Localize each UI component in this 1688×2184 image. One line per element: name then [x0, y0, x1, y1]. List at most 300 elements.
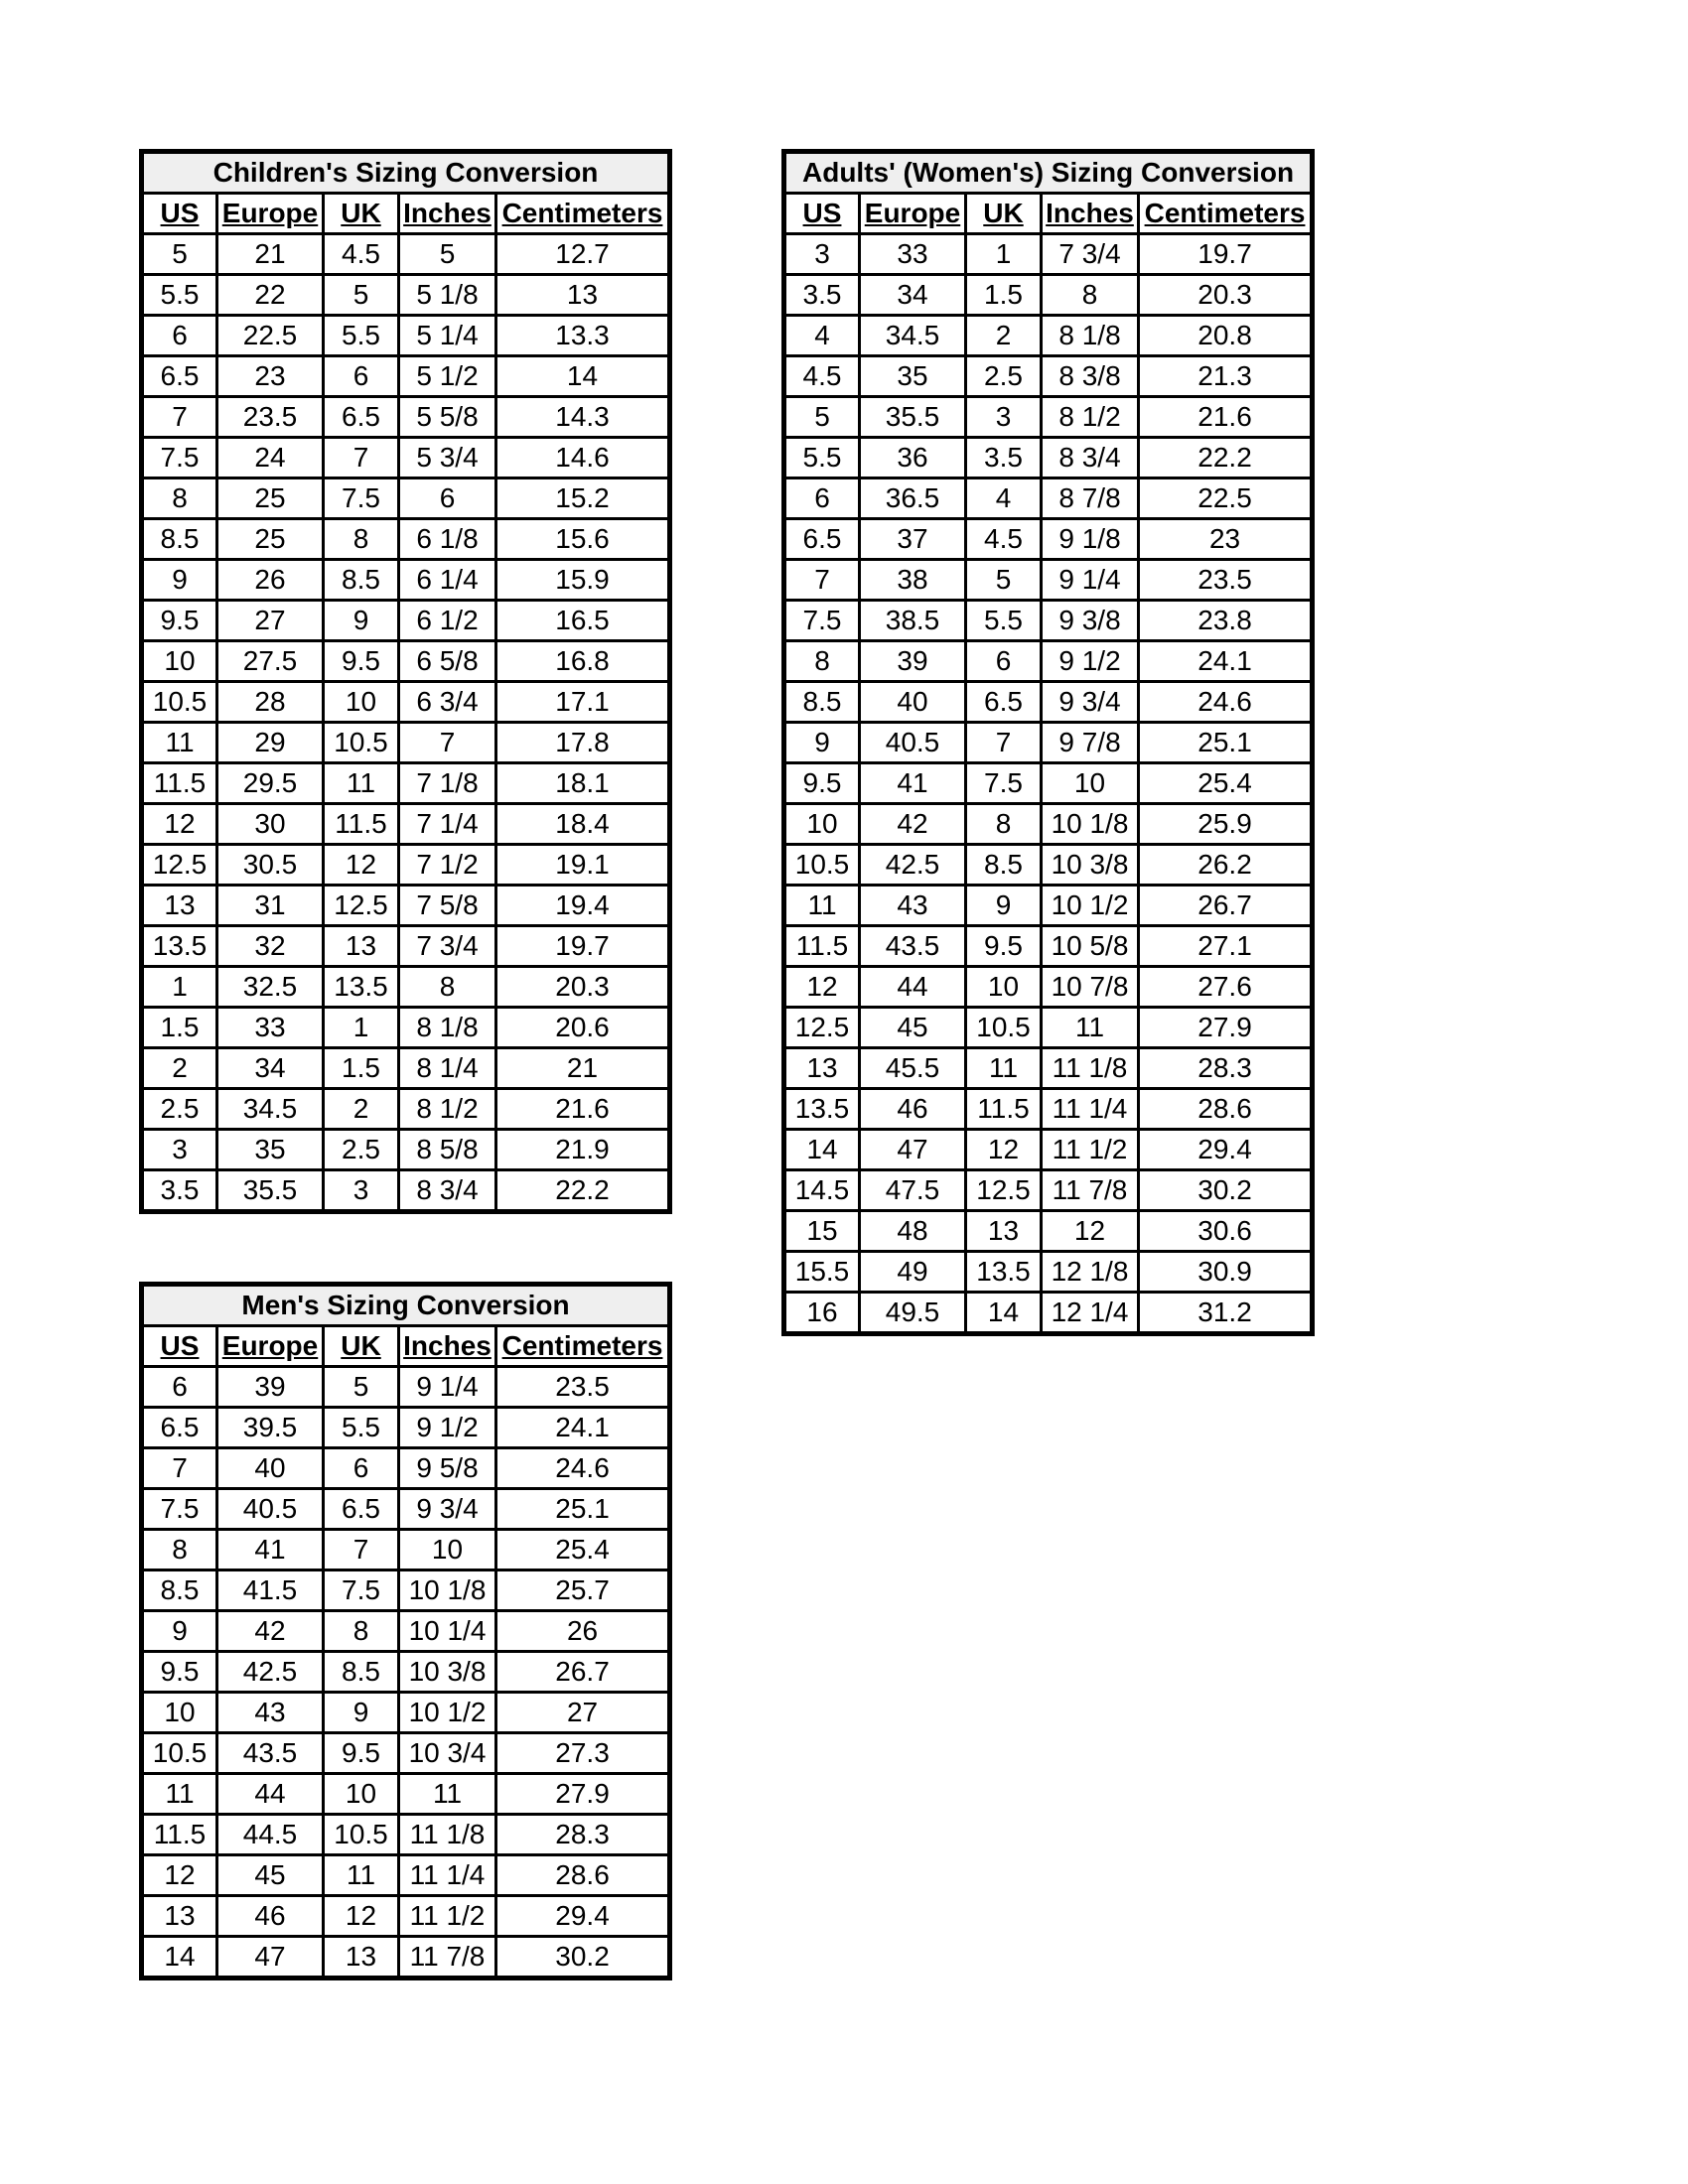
- women-sizing-table: [781, 149, 1315, 1336]
- cell-centimeters: 24.6: [1139, 682, 1313, 723]
- cell-europe: 29: [217, 723, 324, 763]
- cell-europe: 45: [860, 1008, 966, 1048]
- cell-inches: 8 7/8: [1042, 478, 1139, 519]
- cell-centimeters: 22.5: [1139, 478, 1313, 519]
- cell-inches: 5 5/8: [399, 397, 496, 438]
- cell-us: 6: [784, 478, 860, 519]
- table-row: [784, 1089, 1313, 1130]
- cell-us: 7.5: [784, 601, 860, 641]
- cell-inches: 7 5/8: [399, 886, 496, 926]
- cell-uk: 8: [324, 519, 399, 560]
- cell-inches: 8: [1042, 275, 1139, 316]
- cell-us: 11.5: [142, 763, 217, 804]
- cell-europe: 34.5: [860, 316, 966, 356]
- column-header-europe: Europe: [217, 1326, 324, 1367]
- cell-europe: 24: [217, 438, 324, 478]
- column-header-us: US: [784, 194, 860, 234]
- cell-us: 2.5: [142, 1089, 217, 1130]
- table-row: [784, 845, 1313, 886]
- cell-uk: 6: [324, 1448, 399, 1489]
- cell-us: 11.5: [142, 1815, 217, 1855]
- cell-uk: 13.5: [966, 1252, 1042, 1293]
- table-row: [784, 234, 1313, 275]
- table-row: [142, 1611, 670, 1652]
- table-row: [784, 519, 1313, 560]
- cell-centimeters: 25.1: [1139, 723, 1313, 763]
- cell-inches: 6 1/4: [399, 560, 496, 601]
- cell-inches: 11 1/4: [399, 1855, 496, 1896]
- cell-inches: 9 1/2: [1042, 641, 1139, 682]
- cell-us: 3.5: [142, 1170, 217, 1212]
- cell-europe: 27: [217, 601, 324, 641]
- children-sizing-table: [139, 149, 672, 1214]
- cell-uk: 6.5: [324, 397, 399, 438]
- cell-europe: 42: [217, 1611, 324, 1652]
- cell-europe: 43: [860, 886, 966, 926]
- cell-centimeters: 16.5: [496, 601, 670, 641]
- cell-centimeters: 14.6: [496, 438, 670, 478]
- cell-europe: 42.5: [217, 1652, 324, 1693]
- cell-inches: 5 1/2: [399, 356, 496, 397]
- cell-centimeters: 15.6: [496, 519, 670, 560]
- cell-centimeters: 28.3: [1139, 1048, 1313, 1089]
- cell-us: 4: [784, 316, 860, 356]
- table-row: [142, 1530, 670, 1570]
- cell-europe: 48: [860, 1211, 966, 1252]
- cell-uk: 6: [966, 641, 1042, 682]
- cell-europe: 35: [217, 1130, 324, 1170]
- table-row: [142, 1774, 670, 1815]
- cell-inches: 6 1/2: [399, 601, 496, 641]
- cell-uk: 1.5: [324, 1048, 399, 1089]
- column-header-inches: Inches: [399, 1326, 496, 1367]
- cell-centimeters: 21: [496, 1048, 670, 1089]
- table-header-row: [142, 194, 670, 234]
- cell-uk: 4.5: [966, 519, 1042, 560]
- cell-centimeters: 26.2: [1139, 845, 1313, 886]
- cell-europe: 25: [217, 478, 324, 519]
- cell-europe: 35.5: [217, 1170, 324, 1212]
- cell-centimeters: 14.3: [496, 397, 670, 438]
- cell-centimeters: 17.8: [496, 723, 670, 763]
- cell-us: 8.5: [784, 682, 860, 723]
- cell-us: 12.5: [784, 1008, 860, 1048]
- children-table-title: Children's Sizing Conversion: [142, 152, 670, 194]
- cell-us: 7.5: [142, 438, 217, 478]
- cell-europe: 47: [217, 1937, 324, 1979]
- cell-us: 3.5: [784, 275, 860, 316]
- cell-us: 7: [784, 560, 860, 601]
- cell-us: 4.5: [784, 356, 860, 397]
- cell-uk: 13: [324, 1937, 399, 1979]
- cell-us: 14: [142, 1937, 217, 1979]
- cell-uk: 10: [966, 967, 1042, 1008]
- cell-inches: 10 1/8: [399, 1570, 496, 1611]
- cell-us: 7: [142, 1448, 217, 1489]
- cell-inches: 8 1/2: [1042, 397, 1139, 438]
- table-row: [784, 641, 1313, 682]
- cell-inches: 7 1/8: [399, 763, 496, 804]
- cell-europe: 23: [217, 356, 324, 397]
- cell-uk: 9: [966, 886, 1042, 926]
- table-row: [142, 682, 670, 723]
- cell-inches: 6 5/8: [399, 641, 496, 682]
- table-row: [784, 763, 1313, 804]
- cell-centimeters: 30.2: [496, 1937, 670, 1979]
- table-row: [784, 601, 1313, 641]
- cell-centimeters: 25.4: [496, 1530, 670, 1570]
- cell-inches: 9 3/8: [1042, 601, 1139, 641]
- cell-europe: 37: [860, 519, 966, 560]
- table-row: [784, 560, 1313, 601]
- cell-centimeters: 17.1: [496, 682, 670, 723]
- cell-uk: 10.5: [966, 1008, 1042, 1048]
- cell-inches: 5 1/8: [399, 275, 496, 316]
- cell-us: 11: [142, 723, 217, 763]
- cell-uk: 6.5: [966, 682, 1042, 723]
- cell-us: 6.5: [142, 356, 217, 397]
- cell-uk: 5: [324, 1367, 399, 1408]
- cell-us: 3: [784, 234, 860, 275]
- cell-us: 13: [142, 886, 217, 926]
- cell-europe: 34: [860, 275, 966, 316]
- cell-us: 10: [142, 641, 217, 682]
- cell-europe: 34.5: [217, 1089, 324, 1130]
- cell-europe: 32.5: [217, 967, 324, 1008]
- table-row: [142, 356, 670, 397]
- cell-centimeters: 30.2: [1139, 1170, 1313, 1211]
- cell-centimeters: 28.6: [496, 1855, 670, 1896]
- cell-uk: 12: [324, 1896, 399, 1937]
- table-row: [142, 886, 670, 926]
- cell-us: 11: [784, 886, 860, 926]
- cell-inches: 8 3/8: [1042, 356, 1139, 397]
- table-row: [142, 1693, 670, 1733]
- cell-inches: 11: [1042, 1008, 1139, 1048]
- cell-europe: 38.5: [860, 601, 966, 641]
- table-row: [784, 1170, 1313, 1211]
- cell-us: 10.5: [142, 682, 217, 723]
- cell-us: 13: [784, 1048, 860, 1089]
- cell-us: 2: [142, 1048, 217, 1089]
- cell-us: 12.5: [142, 845, 217, 886]
- cell-us: 15.5: [784, 1252, 860, 1293]
- cell-centimeters: 28.3: [496, 1815, 670, 1855]
- table-row: [142, 560, 670, 601]
- cell-inches: 11 7/8: [1042, 1170, 1139, 1211]
- cell-europe: 45: [217, 1855, 324, 1896]
- cell-europe: 22.5: [217, 316, 324, 356]
- cell-centimeters: 29.4: [496, 1896, 670, 1937]
- table-row: [142, 1570, 670, 1611]
- table-row: [142, 1048, 670, 1089]
- cell-uk: 10: [324, 682, 399, 723]
- cell-inches: 10 1/4: [399, 1611, 496, 1652]
- table-row: [142, 1489, 670, 1530]
- cell-europe: 30.5: [217, 845, 324, 886]
- table-row: [784, 1293, 1313, 1334]
- cell-centimeters: 25.9: [1139, 804, 1313, 845]
- cell-inches: 8 5/8: [399, 1130, 496, 1170]
- cell-uk: 8: [966, 804, 1042, 845]
- cell-centimeters: 26.7: [496, 1652, 670, 1693]
- column-header-uk: UK: [324, 194, 399, 234]
- cell-inches: 5: [399, 234, 496, 275]
- cell-uk: 12: [966, 1130, 1042, 1170]
- cell-centimeters: 21.3: [1139, 356, 1313, 397]
- cell-us: 6.5: [784, 519, 860, 560]
- table-row: [142, 1896, 670, 1937]
- cell-inches: 8 1/8: [1042, 316, 1139, 356]
- cell-centimeters: 26.7: [1139, 886, 1313, 926]
- cell-inches: 7 3/4: [399, 926, 496, 967]
- cell-uk: 7.5: [324, 1570, 399, 1611]
- table-row: [142, 519, 670, 560]
- cell-centimeters: 19.1: [496, 845, 670, 886]
- cell-europe: 25: [217, 519, 324, 560]
- cell-europe: 49: [860, 1252, 966, 1293]
- cell-centimeters: 23: [1139, 519, 1313, 560]
- table-row: [784, 926, 1313, 967]
- cell-us: 9: [784, 723, 860, 763]
- table-row: [142, 723, 670, 763]
- cell-uk: 11.5: [324, 804, 399, 845]
- cell-uk: 11: [966, 1048, 1042, 1089]
- table-title-row: [142, 152, 670, 194]
- column-header-us: US: [142, 194, 217, 234]
- cell-europe: 26: [217, 560, 324, 601]
- cell-centimeters: 27.9: [1139, 1008, 1313, 1048]
- column-header-centimeters: Centimeters: [1139, 194, 1313, 234]
- cell-centimeters: 25.7: [496, 1570, 670, 1611]
- cell-centimeters: 21.9: [496, 1130, 670, 1170]
- cell-centimeters: 26: [496, 1611, 670, 1652]
- table-row: [142, 1408, 670, 1448]
- cell-inches: 10 3/8: [399, 1652, 496, 1693]
- cell-inches: 8 1/8: [399, 1008, 496, 1048]
- table-row: [142, 926, 670, 967]
- women-table-title: Adults' (Women's) Sizing Conversion: [784, 152, 1313, 194]
- table-row: [142, 438, 670, 478]
- cell-inches: 8 3/4: [399, 1170, 496, 1212]
- cell-europe: 44: [217, 1774, 324, 1815]
- cell-us: 1: [142, 967, 217, 1008]
- cell-europe: 39: [217, 1367, 324, 1408]
- cell-us: 5.5: [784, 438, 860, 478]
- cell-uk: 13.5: [324, 967, 399, 1008]
- table-row: [784, 886, 1313, 926]
- cell-europe: 22: [217, 275, 324, 316]
- cell-uk: 11: [324, 1855, 399, 1896]
- cell-centimeters: 31.2: [1139, 1293, 1313, 1334]
- cell-inches: 8: [399, 967, 496, 1008]
- cell-centimeters: 24.6: [496, 1448, 670, 1489]
- cell-centimeters: 28.6: [1139, 1089, 1313, 1130]
- cell-europe: 33: [860, 234, 966, 275]
- cell-centimeters: 27.9: [496, 1774, 670, 1815]
- table-row: [142, 1008, 670, 1048]
- cell-centimeters: 19.7: [496, 926, 670, 967]
- cell-us: 9.5: [142, 601, 217, 641]
- cell-uk: 6: [324, 356, 399, 397]
- cell-europe: 47: [860, 1130, 966, 1170]
- cell-europe: 46: [860, 1089, 966, 1130]
- table-row: [784, 316, 1313, 356]
- cell-inches: 7 1/4: [399, 804, 496, 845]
- table-title-row: [784, 152, 1313, 194]
- cell-uk: 3: [966, 397, 1042, 438]
- cell-us: 10.5: [142, 1733, 217, 1774]
- cell-inches: 10 7/8: [1042, 967, 1139, 1008]
- cell-inches: 5 3/4: [399, 438, 496, 478]
- cell-us: 10: [784, 804, 860, 845]
- cell-uk: 4: [966, 478, 1042, 519]
- cell-us: 9: [142, 1611, 217, 1652]
- table-row: [142, 316, 670, 356]
- cell-uk: 9: [324, 1693, 399, 1733]
- table-row: [142, 845, 670, 886]
- table-row: [784, 967, 1313, 1008]
- cell-us: 6.5: [142, 1408, 217, 1448]
- cell-europe: 34: [217, 1048, 324, 1089]
- cell-inches: 10 5/8: [1042, 926, 1139, 967]
- table-row: [142, 1089, 670, 1130]
- cell-centimeters: 25.1: [496, 1489, 670, 1530]
- cell-us: 13.5: [784, 1089, 860, 1130]
- cell-inches: 10 3/4: [399, 1733, 496, 1774]
- cell-uk: 8: [324, 1611, 399, 1652]
- cell-inches: 11 1/8: [1042, 1048, 1139, 1089]
- men-sizing-table: [139, 1282, 672, 1980]
- cell-inches: 9 1/4: [1042, 560, 1139, 601]
- cell-uk: 3: [324, 1170, 399, 1212]
- cell-centimeters: 18.4: [496, 804, 670, 845]
- cell-us: 7.5: [142, 1489, 217, 1530]
- cell-inches: 9 1/8: [1042, 519, 1139, 560]
- cell-inches: 10 1/2: [1042, 886, 1139, 926]
- cell-europe: 43.5: [217, 1733, 324, 1774]
- cell-uk: 7.5: [966, 763, 1042, 804]
- cell-uk: 13: [324, 926, 399, 967]
- cell-inches: 8 3/4: [1042, 438, 1139, 478]
- cell-centimeters: 30.6: [1139, 1211, 1313, 1252]
- cell-centimeters: 18.1: [496, 763, 670, 804]
- table-row: [142, 601, 670, 641]
- cell-centimeters: 29.4: [1139, 1130, 1313, 1170]
- cell-uk: 7.5: [324, 478, 399, 519]
- cell-uk: 8.5: [966, 845, 1042, 886]
- cell-us: 8: [142, 478, 217, 519]
- cell-inches: 7 3/4: [1042, 234, 1139, 275]
- cell-centimeters: 14: [496, 356, 670, 397]
- cell-inches: 9 7/8: [1042, 723, 1139, 763]
- cell-uk: 5.5: [324, 316, 399, 356]
- cell-centimeters: 12.7: [496, 234, 670, 275]
- cell-uk: 2: [966, 316, 1042, 356]
- cell-us: 5: [142, 234, 217, 275]
- cell-uk: 4.5: [324, 234, 399, 275]
- cell-centimeters: 15.2: [496, 478, 670, 519]
- cell-us: 12: [784, 967, 860, 1008]
- cell-europe: 21: [217, 234, 324, 275]
- table-row: [142, 967, 670, 1008]
- cell-uk: 7: [966, 723, 1042, 763]
- cell-inches: 7 1/2: [399, 845, 496, 886]
- cell-us: 9: [142, 560, 217, 601]
- cell-europe: 43.5: [860, 926, 966, 967]
- cell-uk: 1: [324, 1008, 399, 1048]
- cell-europe: 33: [217, 1008, 324, 1048]
- cell-inches: 6: [399, 478, 496, 519]
- cell-uk: 11: [324, 763, 399, 804]
- table-row: [784, 356, 1313, 397]
- cell-us: 9.5: [784, 763, 860, 804]
- cell-inches: 11 7/8: [399, 1937, 496, 1979]
- cell-inches: 8 1/4: [399, 1048, 496, 1089]
- cell-inches: 12: [1042, 1211, 1139, 1252]
- cell-us: 13: [142, 1896, 217, 1937]
- table-row: [784, 682, 1313, 723]
- table-row: [142, 1367, 670, 1408]
- table-row: [142, 763, 670, 804]
- cell-uk: 2.5: [966, 356, 1042, 397]
- cell-europe: 41.5: [217, 1570, 324, 1611]
- cell-us: 15: [784, 1211, 860, 1252]
- cell-us: 16: [784, 1293, 860, 1334]
- cell-uk: 10.5: [324, 1815, 399, 1855]
- children-table-body: [142, 234, 670, 1212]
- table-row: [784, 275, 1313, 316]
- cell-europe: 42: [860, 804, 966, 845]
- cell-uk: 11.5: [966, 1089, 1042, 1130]
- cell-centimeters: 24.1: [496, 1408, 670, 1448]
- cell-uk: 3.5: [966, 438, 1042, 478]
- cell-uk: 9.5: [324, 641, 399, 682]
- cell-inches: 11: [399, 1774, 496, 1815]
- cell-uk: 10.5: [324, 723, 399, 763]
- cell-uk: 1.5: [966, 275, 1042, 316]
- cell-centimeters: 27.6: [1139, 967, 1313, 1008]
- column-header-europe: Europe: [860, 194, 966, 234]
- table-row: [784, 1008, 1313, 1048]
- cell-europe: 28: [217, 682, 324, 723]
- cell-centimeters: 21.6: [496, 1089, 670, 1130]
- cell-centimeters: 20.3: [496, 967, 670, 1008]
- cell-europe: 49.5: [860, 1293, 966, 1334]
- cell-us: 14: [784, 1130, 860, 1170]
- table-row: [784, 1211, 1313, 1252]
- cell-centimeters: 20.8: [1139, 316, 1313, 356]
- cell-europe: 40: [217, 1448, 324, 1489]
- table-row: [784, 723, 1313, 763]
- cell-europe: 35.5: [860, 397, 966, 438]
- cell-uk: 8.5: [324, 1652, 399, 1693]
- cell-uk: 5.5: [324, 1408, 399, 1448]
- table-row: [142, 1448, 670, 1489]
- cell-inches: 9 3/4: [1042, 682, 1139, 723]
- cell-inches: 7: [399, 723, 496, 763]
- cell-inches: 9 1/2: [399, 1408, 496, 1448]
- cell-us: 1.5: [142, 1008, 217, 1048]
- cell-europe: 44: [860, 967, 966, 1008]
- cell-centimeters: 13.3: [496, 316, 670, 356]
- cell-centimeters: 20.3: [1139, 275, 1313, 316]
- cell-us: 14.5: [784, 1170, 860, 1211]
- cell-europe: 30: [217, 804, 324, 845]
- cell-inches: 5 1/4: [399, 316, 496, 356]
- cell-uk: 12.5: [966, 1170, 1042, 1211]
- cell-europe: 40.5: [217, 1489, 324, 1530]
